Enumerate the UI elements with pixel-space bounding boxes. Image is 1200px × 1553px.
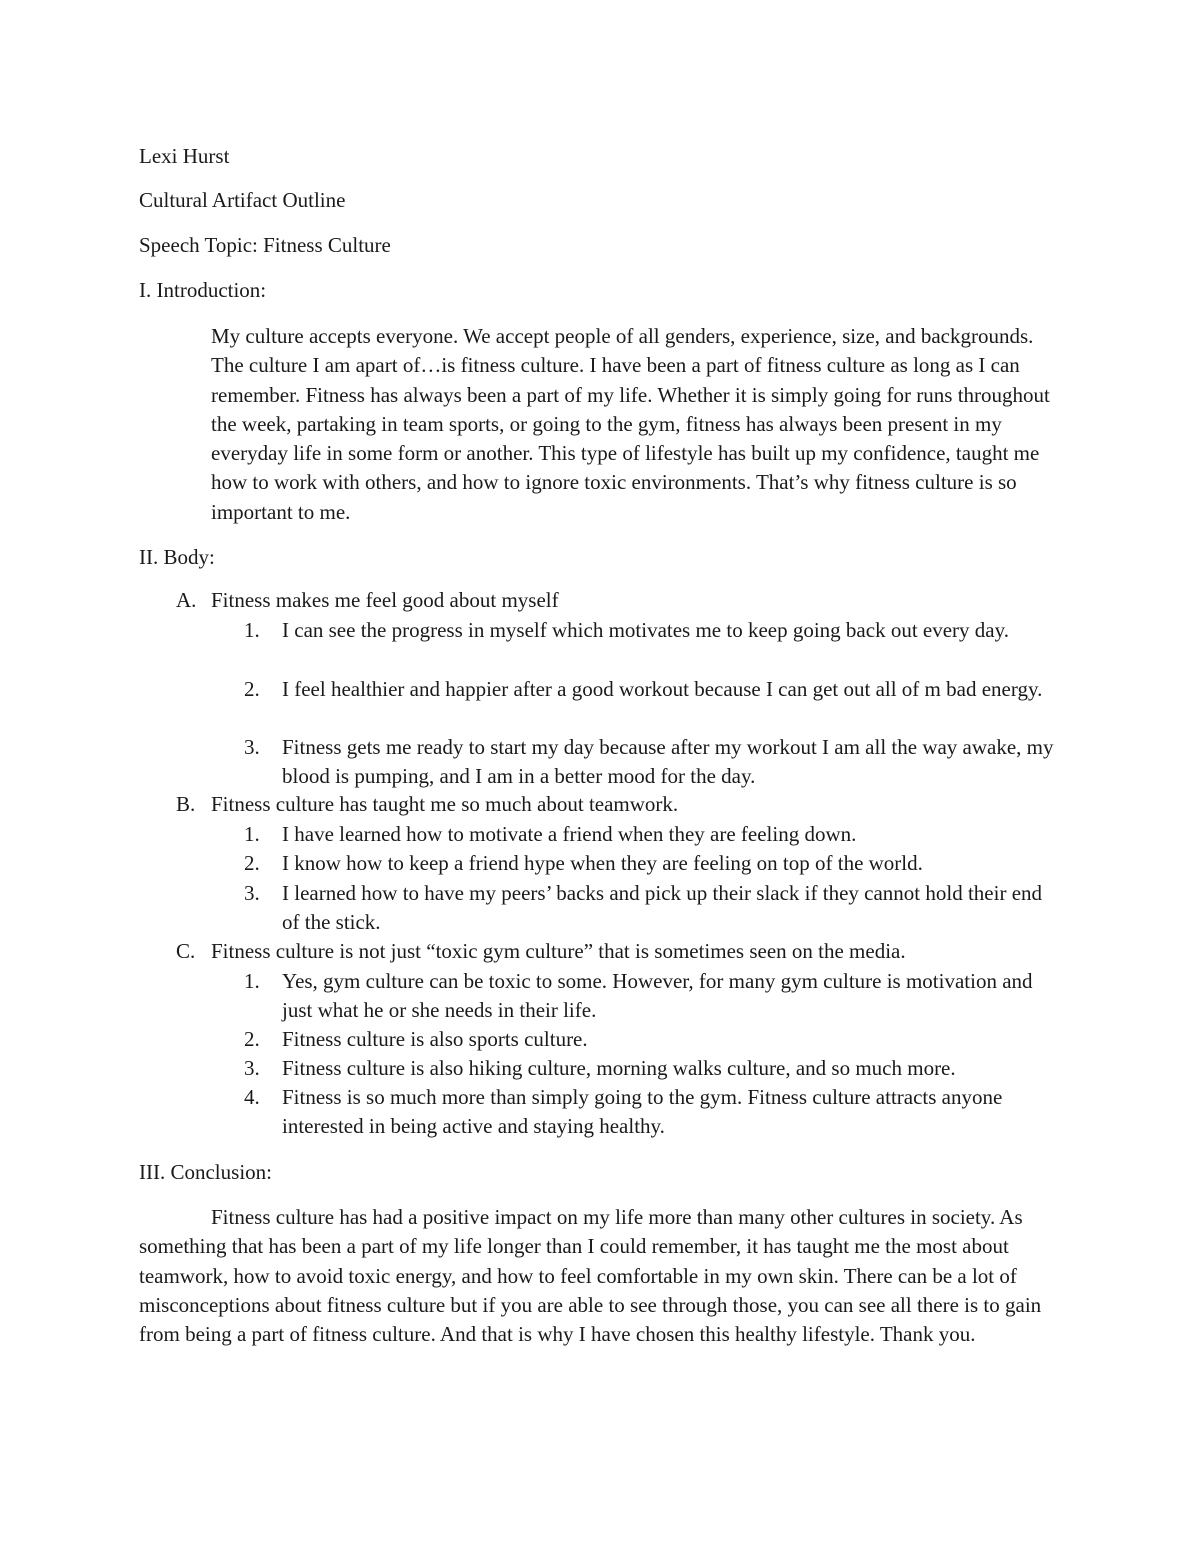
sub-point-text: I can see the progress in myself which motivates me to keep going back out every day. bbox=[282, 618, 1010, 642]
conclusion-paragraph: Fitness culture has had a positive impact on my life more than many other cultures in society. As something that has been a part of my life longer than I could remember, it has taught me the most about teamwork, how to avoid toxic energy, and how to feel comfortable in my own skin. There can be a lot of misconceptions about fitness culture but if you are able to see through those, you can see all there is to gain from being a part of fitness culture. And that is why I have chosen this healthy lifestyle. Thank you. bbox=[139, 1205, 1042, 1347]
sub-point-b2 bbox=[244, 849, 1054, 878]
outline-marker: C. bbox=[176, 939, 196, 963]
introduction-heading: I. Introduction: bbox=[139, 278, 267, 302]
sub-point-c4 bbox=[244, 1083, 1054, 1142]
sub-point-text: I have learned how to motivate a friend when they are feeling down. bbox=[282, 822, 857, 846]
sub-point-text: I learned how to have my peers’ backs and pick up their slack if they cannot hold their end of the stick. bbox=[282, 881, 1043, 935]
sub-point-marker: 2. bbox=[244, 677, 260, 701]
conclusion-heading: III. Conclusion: bbox=[139, 1160, 272, 1184]
sub-point-text: Yes, gym culture can be toxic to some. However, for many gym culture is motivation and just what he or she needs in their life. bbox=[282, 969, 1033, 1023]
sub-point-marker: 3. bbox=[244, 735, 260, 759]
sub-point-text: I know how to keep a friend hype when they are feeling on top of the world. bbox=[282, 851, 923, 875]
author-name: Lexi Hurst bbox=[139, 144, 230, 168]
outline-point-text: Fitness makes me feel good about myself bbox=[211, 588, 559, 612]
outline-point-b bbox=[176, 790, 678, 819]
outline-marker: B. bbox=[176, 792, 196, 816]
sub-point-marker: 3. bbox=[244, 881, 260, 905]
sub-point-marker: 3. bbox=[244, 1056, 260, 1080]
sub-point-c2 bbox=[244, 1025, 1054, 1054]
sub-point-b3 bbox=[244, 879, 1054, 938]
sub-point-b1 bbox=[244, 820, 1054, 849]
sub-point-a1 bbox=[244, 616, 1054, 645]
sub-point-c1 bbox=[244, 967, 1054, 1026]
sub-point-marker: 1. bbox=[244, 822, 260, 846]
sub-point-text: Fitness is so much more than simply going to the gym. Fitness culture attracts anyone interested in being active and staying healthy. bbox=[282, 1085, 1003, 1139]
sub-point-text: Fitness culture is also hiking culture, morning walks culture, and so much more. bbox=[282, 1056, 956, 1080]
sub-point-marker: 1. bbox=[244, 618, 260, 642]
introduction-paragraph: My culture accepts everyone. We accept people of all genders, experience, size, and backgrounds. The culture I am apart of…is fitness culture. I have been a part of fitness culture as long as I can remember. Fitness has always been a part of my life. Whether it is simply going for runs throughout the week, partaking in team sports, or going to the gym, fitness has always been present in my everyday life in some form or another. This type of lifestyle has built up my confidence, taught me how to work with others, and how to ignore toxic environments. That’s why fitness culture is so important to me. bbox=[211, 324, 1050, 524]
sub-point-a3 bbox=[244, 733, 1054, 792]
outline-point-a bbox=[176, 586, 559, 615]
sub-point-text: I feel healthier and happier after a good workout because I can get out all of m bad energy. bbox=[282, 677, 1043, 701]
outline-point-text: Fitness culture is not just “toxic gym culture” that is sometimes seen on the media. bbox=[211, 939, 906, 963]
sub-point-marker: 2. bbox=[244, 1027, 260, 1051]
sub-point-text: Fitness culture is also sports culture. bbox=[282, 1027, 588, 1051]
sub-point-text: Fitness gets me ready to start my day because after my workout I am all the way awake, my blood is pumping, and I am in a better mood for the day. bbox=[282, 735, 1054, 789]
sub-point-a2 bbox=[244, 675, 1054, 704]
outline-point-c bbox=[176, 937, 906, 966]
outline-marker: A. bbox=[176, 588, 197, 612]
outline-point-text: Fitness culture has taught me so much about teamwork. bbox=[211, 792, 679, 816]
speech-topic: Speech Topic: Fitness Culture bbox=[139, 233, 391, 257]
sub-point-marker: 1. bbox=[244, 969, 260, 993]
sub-point-c3 bbox=[244, 1054, 1054, 1083]
sub-point-marker: 2. bbox=[244, 851, 260, 875]
sub-point-marker: 4. bbox=[244, 1085, 260, 1109]
body-heading: II. Body: bbox=[139, 545, 215, 569]
assignment-title: Cultural Artifact Outline bbox=[139, 188, 346, 212]
